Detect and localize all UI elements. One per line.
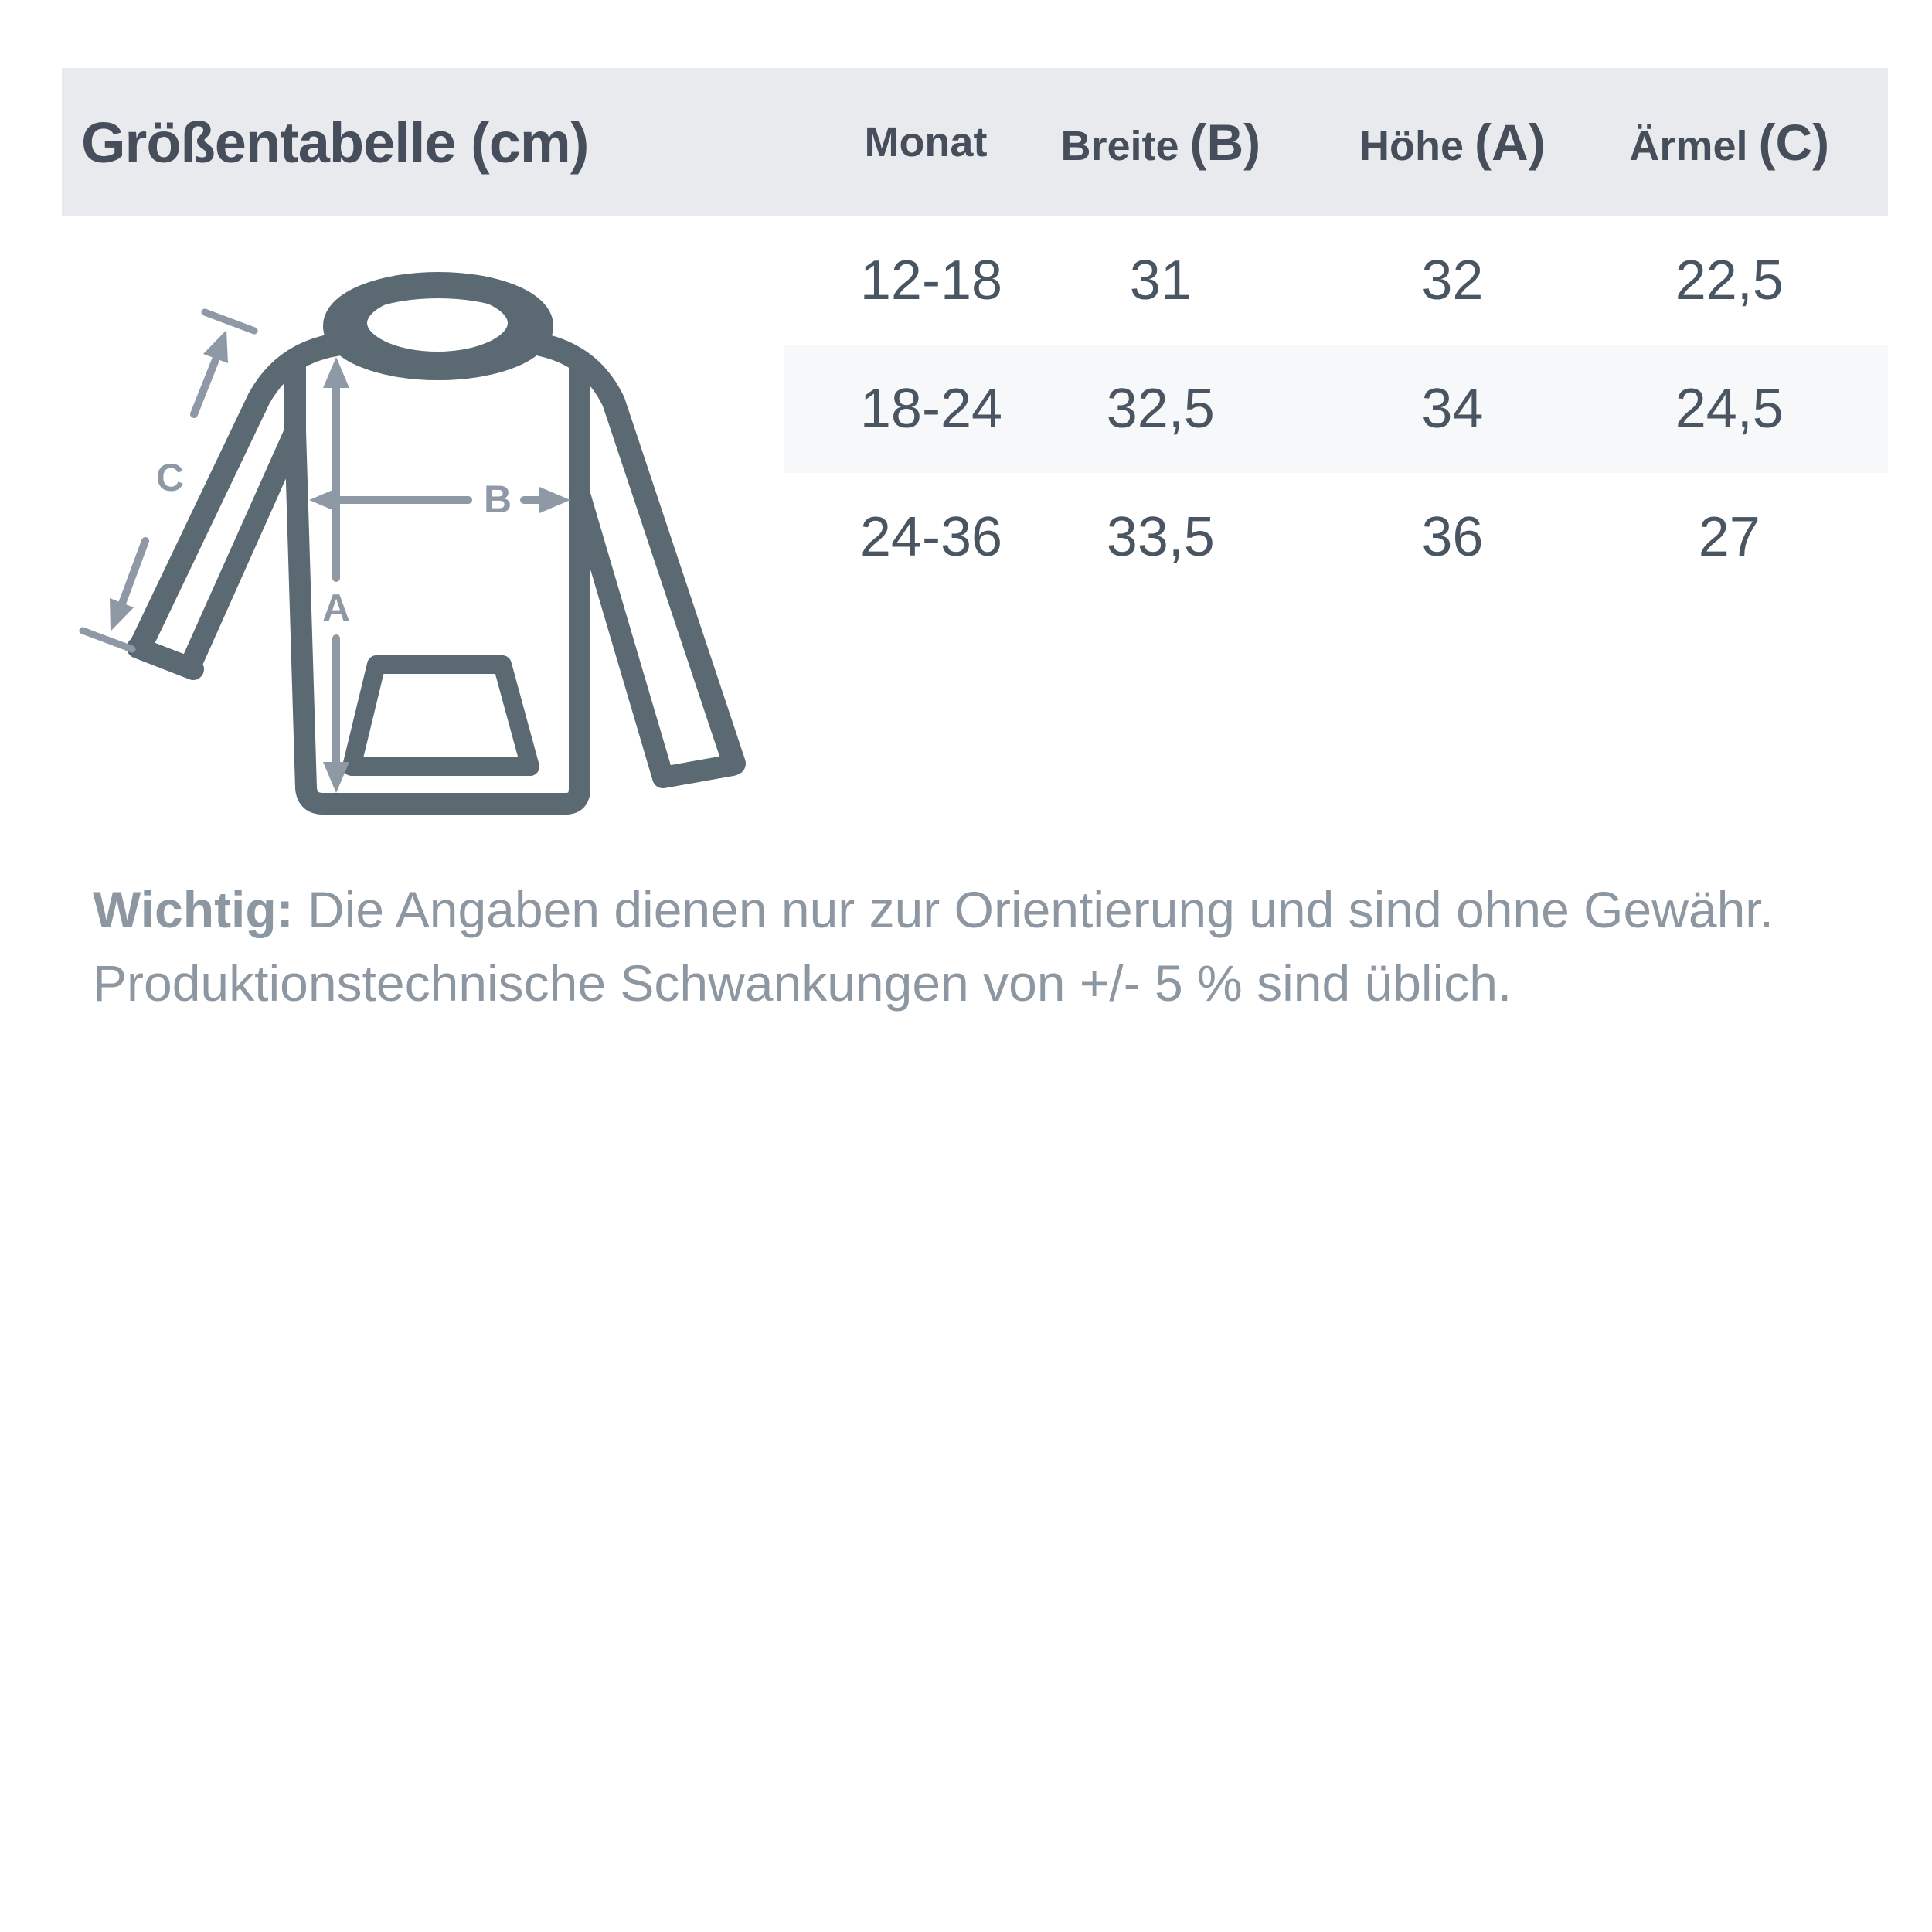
hoodie-right-cuff [663, 765, 733, 777]
cell-breite: 31 [1129, 250, 1192, 311]
column-header-hoehe: Höhe (A) [1359, 114, 1546, 171]
size-table-rows [784, 216, 1888, 601]
arrowhead-c-top [203, 330, 228, 363]
table-header-band [62, 68, 1888, 216]
arrowhead-c-bottom [110, 598, 134, 631]
disclaimer-line1: Die Angaben dienen nur zur Orientierung und sind ohne Gewähr. [293, 881, 1774, 938]
cell-hoehe: 36 [1421, 506, 1484, 568]
table-row-18-24 [784, 345, 1888, 473]
hoodie-left-sleeve-inner [191, 431, 295, 665]
column-header-aermel: Ärmel (C) [1629, 114, 1830, 171]
table-row-24-36 [784, 473, 1888, 601]
arrowhead-b-left [309, 487, 340, 513]
cell-hoehe: 34 [1421, 378, 1484, 440]
hoodie-measurement-diagram [31, 247, 804, 1175]
hoodie-pocket [352, 665, 530, 767]
arrowhead-b-right [539, 487, 570, 513]
measure-label-c: C [155, 456, 185, 499]
column-header-breite: Breite (B) [1060, 114, 1261, 171]
cell-breite: 32,5 [1106, 378, 1215, 440]
arrowhead-a-bottom [323, 762, 349, 793]
cell-monat: 18-24 [859, 378, 1003, 440]
arrowhead-a-top [323, 357, 349, 388]
cell-hoehe: 32 [1421, 250, 1484, 311]
cell-monat: 24-36 [859, 506, 1003, 568]
hoodie-left-cuff [138, 648, 193, 669]
disclaimer-lead: Wichtig: [93, 881, 294, 938]
disclaimer-line2: Produktionstechnische Schwankungen von +/- 5 % sind üblich. [93, 954, 1512, 1012]
cell-aermel: 24,5 [1675, 378, 1784, 440]
table-row-12-18 [784, 216, 1888, 345]
measure-label-a: A [321, 587, 351, 630]
measure-label-b: B [483, 478, 512, 521]
column-headers [831, 68, 1888, 216]
cell-breite: 33,5 [1106, 506, 1215, 568]
cell-monat: 12-18 [859, 250, 1003, 311]
cell-aermel: 22,5 [1675, 250, 1784, 311]
disclaimer-note [93, 873, 1870, 1020]
column-header-monat: Monat [864, 119, 988, 165]
cell-aermel: 27 [1698, 506, 1760, 568]
size-chart-title: Größentabelle (cm) [81, 110, 589, 175]
